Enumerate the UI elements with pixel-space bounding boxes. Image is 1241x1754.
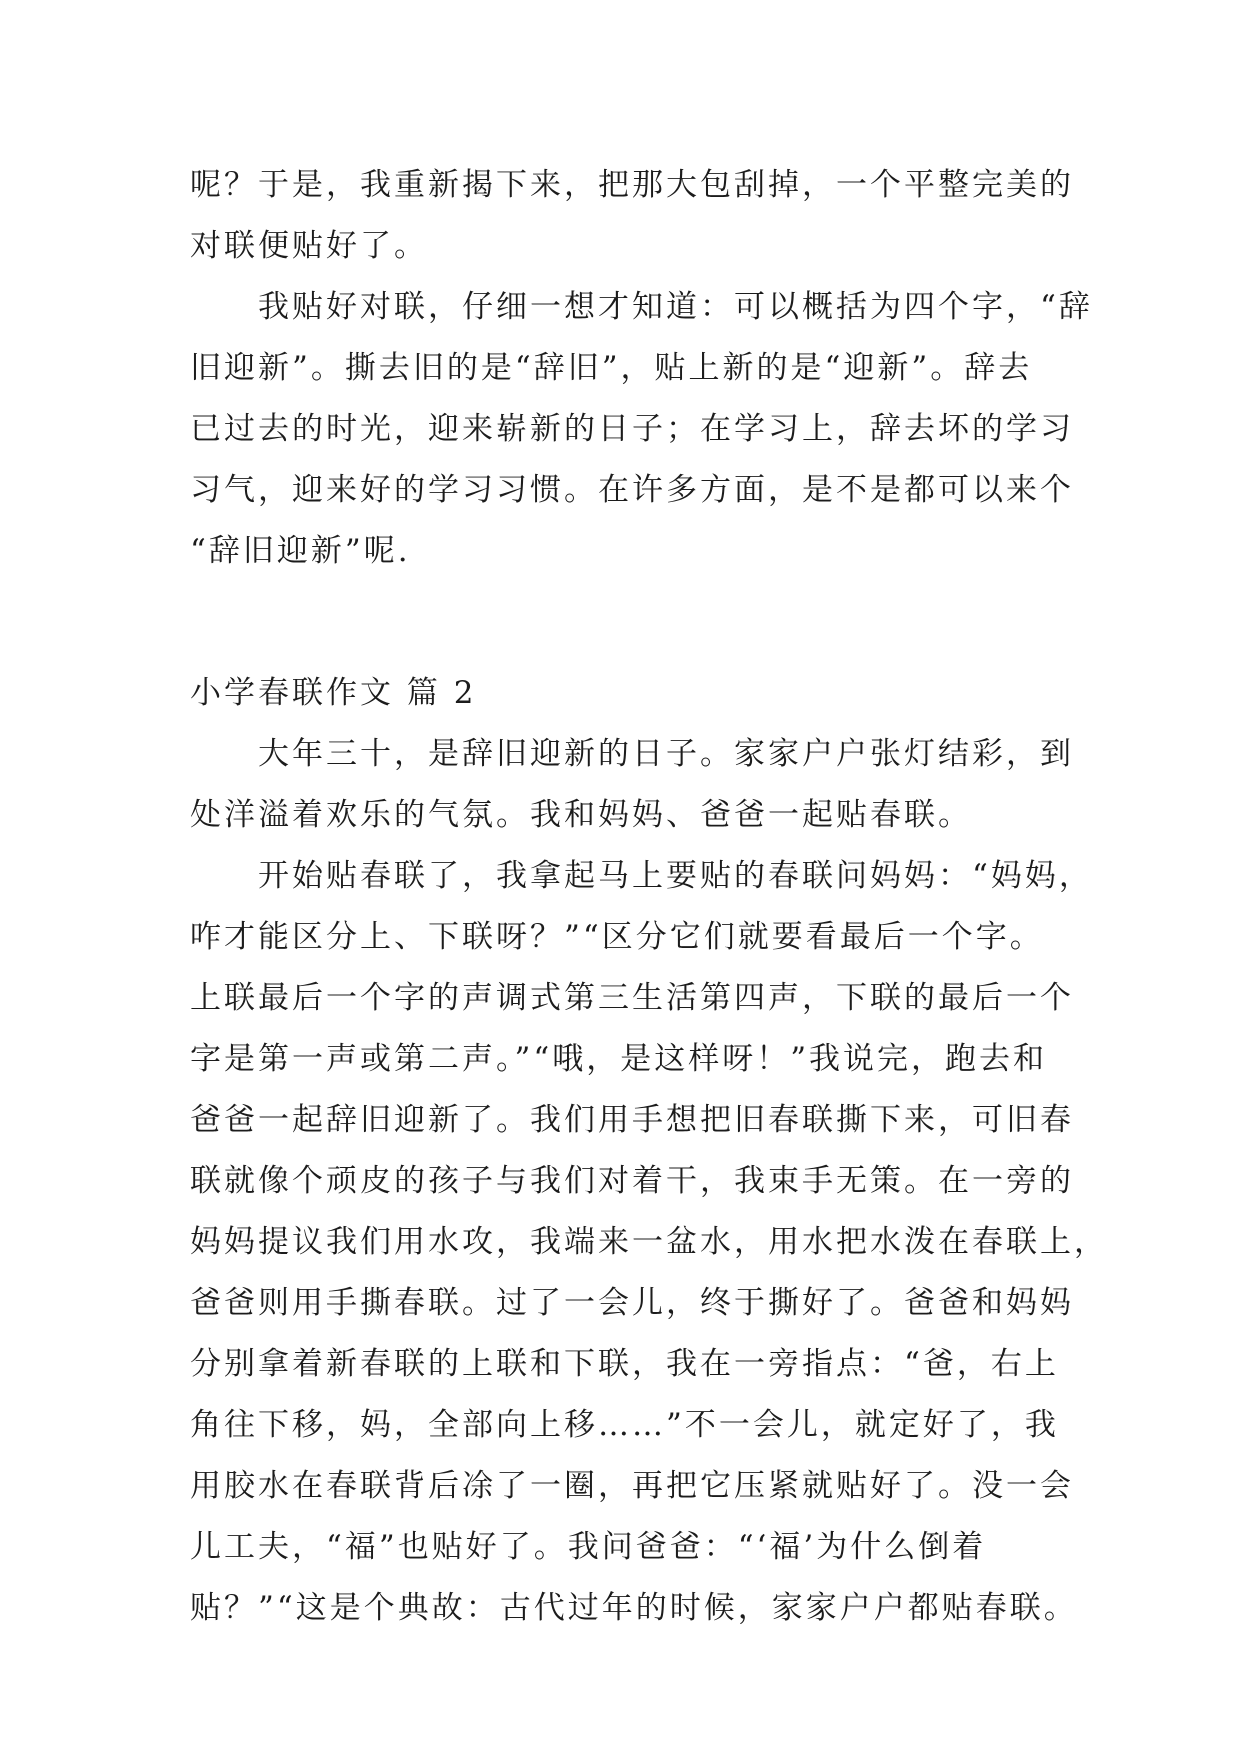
paragraph-conclusion — [190, 277, 1093, 582]
text-line: 爸爸则用手撕春联。过了一会儿，终于撕好了。爸爸和妈妈 — [190, 1285, 1074, 1321]
text-line: 咋才能区分上、下联呀？”“区分它们就要看最后一个字。 — [190, 919, 1044, 955]
text-line: 习气，迎来好的学习习惯。在许多方面，是不是都可以来个 — [190, 472, 1074, 508]
text-line: 贴？”“这是个典故：古代过年的时候，家家户户都贴春联。 — [190, 1590, 1078, 1626]
text-line: 对联便贴好了。 — [190, 228, 428, 264]
text-line: 联就像个顽皮的孩子与我们对着干，我束手无策。在一旁的 — [190, 1163, 1074, 1199]
text-line: 大年三十，是辞旧迎新的日子。家家户户张灯结彩，到 — [258, 736, 1074, 772]
document-body — [190, 155, 1108, 1639]
paragraph-story — [190, 846, 1108, 1639]
text-line: 角往下移，妈，全部向上移……”不一会儿，就定好了，我 — [190, 1407, 1059, 1443]
text-line: 旧迎新”。撕去旧的是“辞旧”，贴上新的是“迎新”。辞去 — [190, 350, 1033, 386]
text-line: “辞旧迎新”呢. — [190, 533, 411, 569]
text-line: 呢？于是，我重新揭下来，把那大包刮掉，一个平整完美的 — [190, 167, 1074, 203]
text-line: 开始贴春联了，我拿起马上要贴的春联问妈妈：“妈妈， — [258, 858, 1093, 894]
section-heading: 小学春联作文 篇 2 — [190, 675, 477, 711]
text-line: 处洋溢着欢乐的气氛。我和妈妈、爸爸一起贴春联。 — [190, 797, 972, 833]
section-spacer — [190, 582, 1070, 663]
text-line: 儿工夫，“福”也贴好了。我问爸爸：“‘福’为什么倒着 — [190, 1529, 987, 1565]
text-line: 用胶水在春联背后凃了一圈，再把它压紧就贴好了。没一会 — [190, 1468, 1074, 1504]
text-line: 爸爸一起辞旧迎新了。我们用手想把旧春联撕下来，可旧春 — [190, 1102, 1074, 1138]
paragraph-continued — [190, 155, 1074, 277]
text-line: 分别拿着新春联的上联和下联，我在一旁指点：“爸，右上 — [190, 1346, 1059, 1382]
paragraph-intro — [190, 724, 1074, 846]
text-line: 字是第一声或第二声。”“哦，是这样呀！”我说完，跑去和 — [190, 1041, 1048, 1077]
text-line: 已过去的时光，迎来崭新的日子；在学习上，辞去坏的学习 — [190, 411, 1074, 447]
text-line: 上联最后一个字的声调式第三生活第四声，下联的最后一个 — [190, 980, 1074, 1016]
text-line: 我贴好对联，仔细一想才知道：可以概括为四个字，“辞 — [258, 289, 1093, 325]
text-line: 妈妈提议我们用水攻，我端来一盆水，用水把水泼在春联上， — [190, 1224, 1108, 1260]
